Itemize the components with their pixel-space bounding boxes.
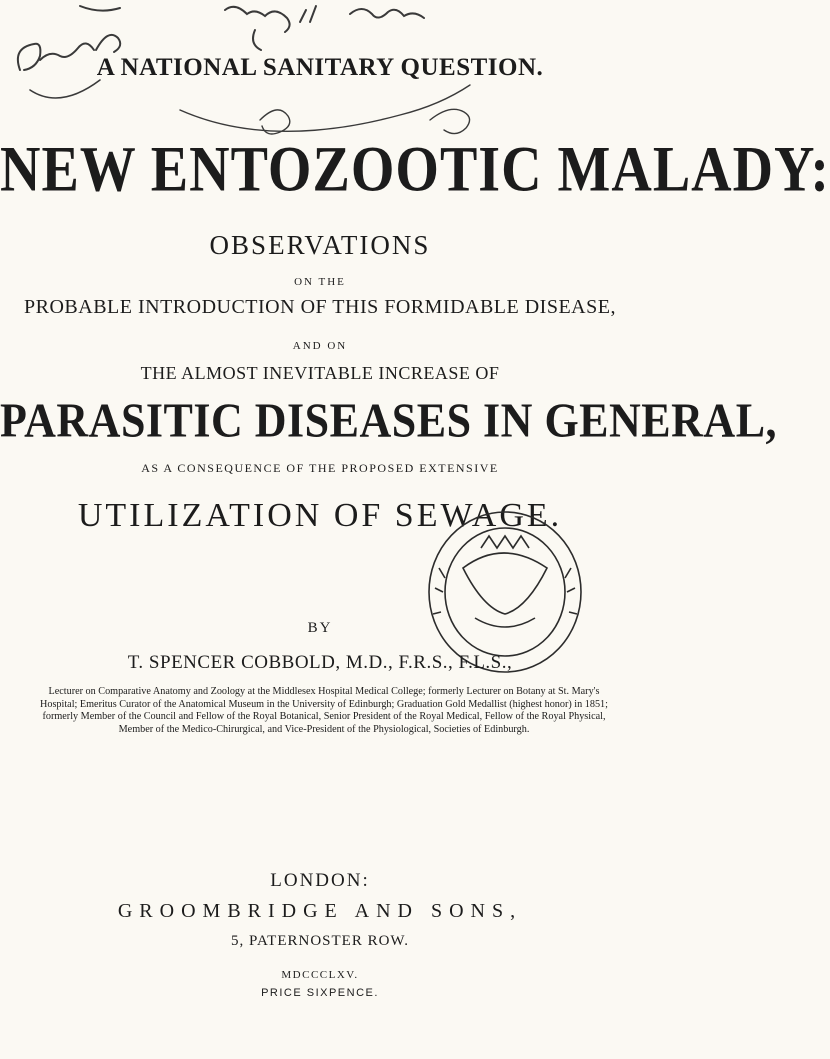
subtitle-inevitable-increase: THE ALMOST INEVITABLE INCREASE OF [140,363,500,383]
subtitle-parasitic-diseases: PARASITIC DISEASES IN GENERAL, [0,393,778,448]
imprint-address: 5, PATERNOSTER ROW. [231,933,409,949]
main-title: NEW ENTOZOOTIC MALADY: [0,134,830,206]
imprint-year: MDCCCLXV. [281,969,359,981]
author-credentials: Lecturer on Comparative Anatomy and Zoology at the Middlesex Hospital Medical College; formerly Lecturer on Botany at St. Mary's Hospital; Emeritus Curator of the Anatomical Museum in the University of Edinburgh; Graduation Gold Medallist (highest honor) in 1851; formerly Member of the Council and Fellow of the Royal Botanical, Senior President of the Royal Medical, Fellow of the Royal Physical, Member of the Medico-Chirurgical, and Vice-President of the Physiological, Societies of Edinburgh. [40,686,608,735]
kicker-title: A NATIONAL SANITARY QUESTION. [96,54,544,81]
author-name: T. SPENCER COBBOLD, M.D., F.R.S., F.L.S., [127,652,513,673]
subtitle-probable-introduction: PROBABLE INTRODUCTION OF THIS FORMIDABLE DISEASE, [24,296,616,318]
subtitle-and-on: AND ON [292,340,348,352]
subtitle-on-the: ON THE [294,276,346,288]
by-line: BY [307,620,333,636]
subtitle-observations: OBSERVATIONS [209,230,431,260]
subtitle-consequence: AS A CONSEQUENCE OF THE PROPOSED EXTENSIVE [141,461,499,475]
imprint-publisher: GROOMBRIDGE AND SONS, [117,900,523,922]
subtitle-utilization-of-sewage: UTILIZATION OF SEWAGE. [77,497,563,534]
imprint-price: PRICE SIXPENCE. [261,987,379,999]
imprint-city: LONDON: [270,870,370,891]
